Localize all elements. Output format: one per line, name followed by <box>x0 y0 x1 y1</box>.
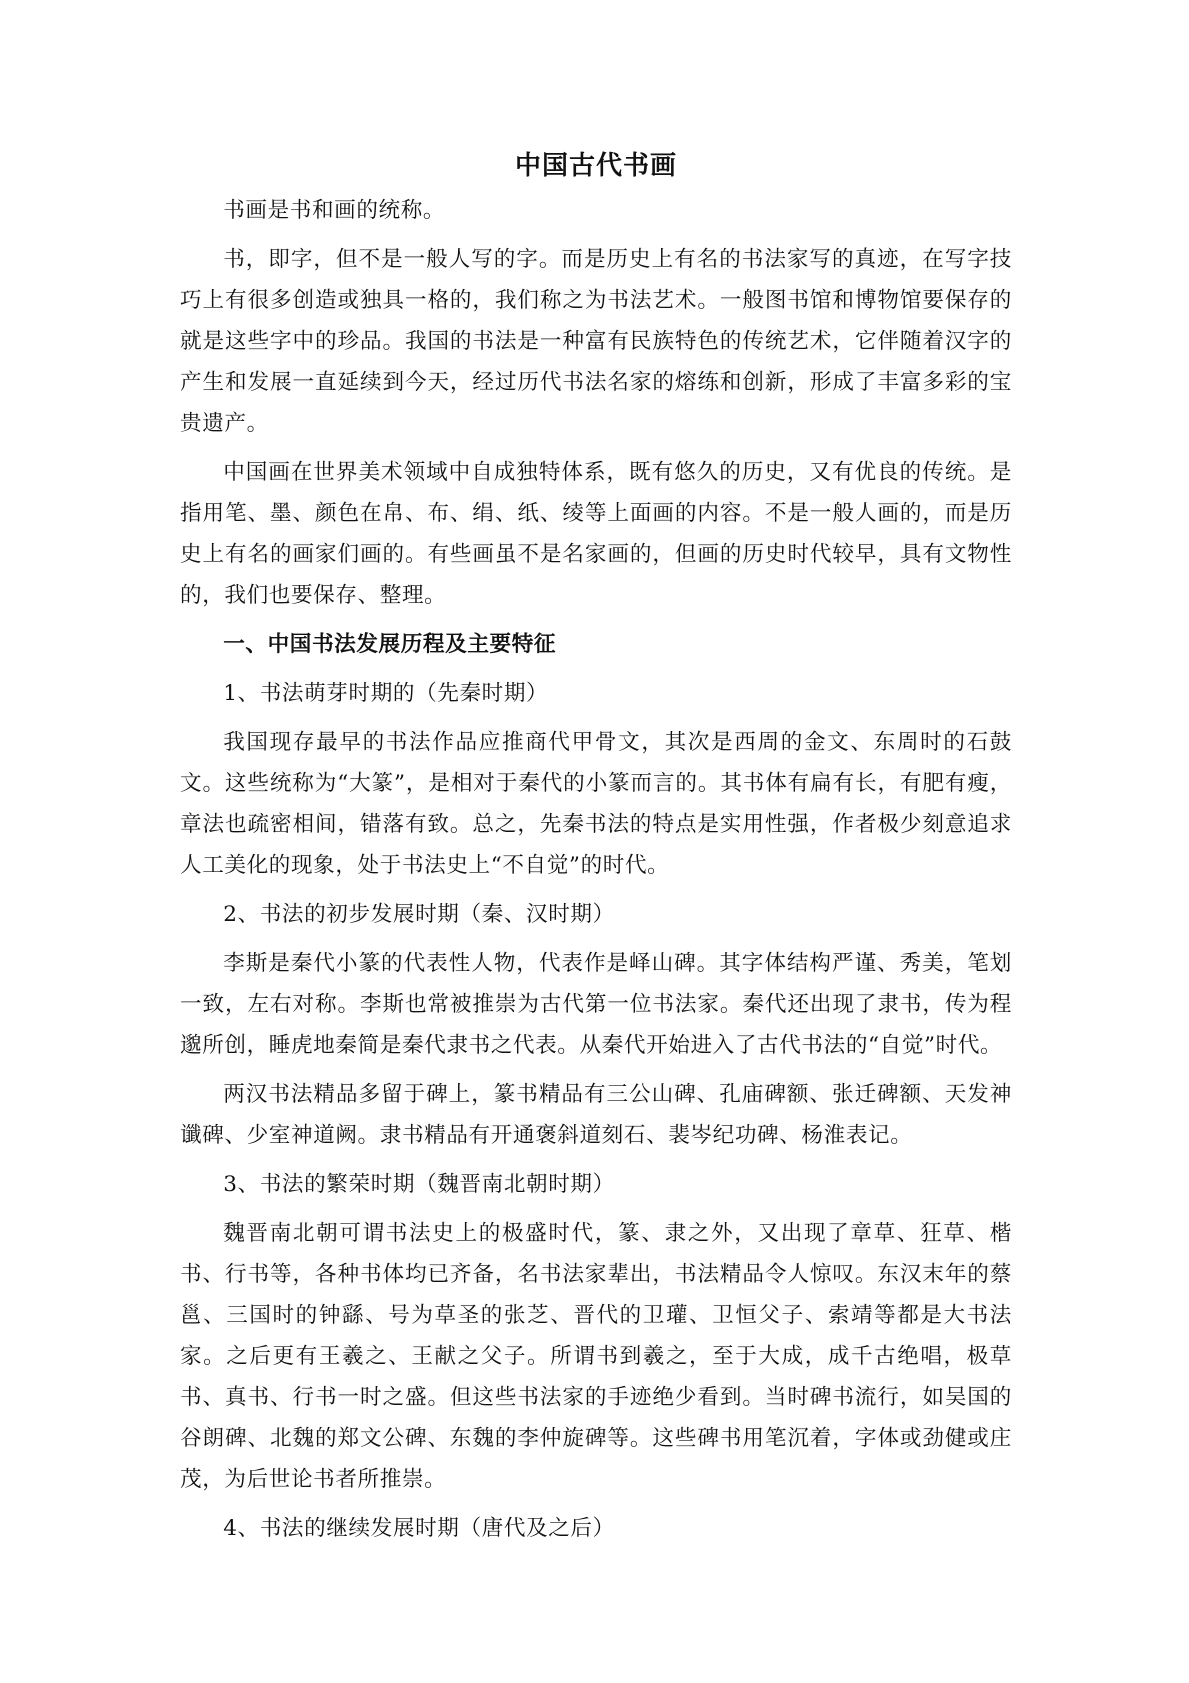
subsection-heading-wei-jin: 3、书法的繁荣时期（魏晋南北朝时期） <box>223 1172 615 1197</box>
pre-qin-paragraph: 我国现存最早的书法作品应推商代甲骨文，其次是西周的金文、东周时的石鼓文。这些统称为“大篆”，是相对于秦代的小篆而言的。其书体有扁有长，有肥有瘦，章法也疏密相间，错落有致。总之，先秦书法的特点是实用性强，作者极少刻意追求人工美化的现象，处于书法史上“不自觉”的时代。 <box>180 730 1012 878</box>
calligraphy-definition-paragraph: 书，即字，但不是一般人写的字。而是历史上有名的书法家写的真迹，在写字技巧上有很多创造或独具一格的，我们称之为书法艺术。一般图书馆和博物馆要保存的就是这些字中的珍品。我国的书法是一种富有民族特色的传统艺术，它伴随着汉字的产生和发展一直延续到今天，经过历代书法名家的熔练和创新，形成了丰富多彩的宝贵遗产。 <box>180 247 1012 436</box>
subsection-heading-pre-qin: 1、书法萌芽时期的（先秦时期） <box>223 681 549 706</box>
han-paragraph: 两汉书法精品多留于碑上，篆书精品有三公山碑、孔庙碑额、张迁碑额、天发神谶碑、少室神道阙。隶书精品有开通褒斜道刻石、裴岑纪功碑、杨淮表记。 <box>180 1082 1012 1148</box>
page-title: 中国古代书画 <box>514 151 677 181</box>
painting-definition-paragraph: 中国画在世界美术领域中自成独特体系，既有悠久的历史，又有优良的传统。是指用笔、墨、颜色在帛、布、绢、纸、绫等上面画的内容。不是一般人画的，而是历史上有名的画家们画的。有些画虽不是名家画的，但画的历史时代较早，具有文物性的，我们也要保存、整理。 <box>180 460 1012 608</box>
qin-paragraph: 李斯是秦代小篆的代表性人物，代表作是峄山碑。其字体结构严谨、秀美，笔划一致，左右对称。李斯也常被推崇为古代第一位书法家。秦代还出现了隶书，传为程邈所创，睡虎地秦简是秦代隶书之代表。从秦代开始进入了古代书法的“自觉”时代。 <box>180 951 1012 1058</box>
section-heading-calligraphy-history: 一、中国书法发展历程及主要特征 <box>223 632 557 657</box>
intro-paragraph: 书画是书和画的统称。 <box>223 198 446 223</box>
subsection-heading-tang: 4、书法的继续发展时期（唐代及之后） <box>223 1516 615 1541</box>
document-content <box>180 146 1012 1557</box>
subsection-heading-qin-han: 2、书法的初步发展时期（秦、汉时期） <box>223 902 615 927</box>
wei-jin-paragraph: 魏晋南北朝可谓书法史上的极盛时代，篆、隶之外，又出现了章草、狂草、楷书、行书等，各种书体均已齐备，名书法家辈出，书法精品令人惊叹。东汉末年的蔡邕、三国时的钟繇、号为草圣的张芝、晋代的卫瓘、卫恒父子、索靖等都是大书法家。之后更有王羲之、王献之父子。所谓书到羲之，至于大成，成千古绝唱，极草书、真书、行书一时之盛。但这些书法家的手迹绝少看到。当时碑书流行，如吴国的谷朗碑、北魏的郑文公碑、东魏的李仲旋碑等。这些碑书用笔沉着，字体或劲健或庄茂，为后世论书者所推崇。 <box>180 1221 1012 1492</box>
